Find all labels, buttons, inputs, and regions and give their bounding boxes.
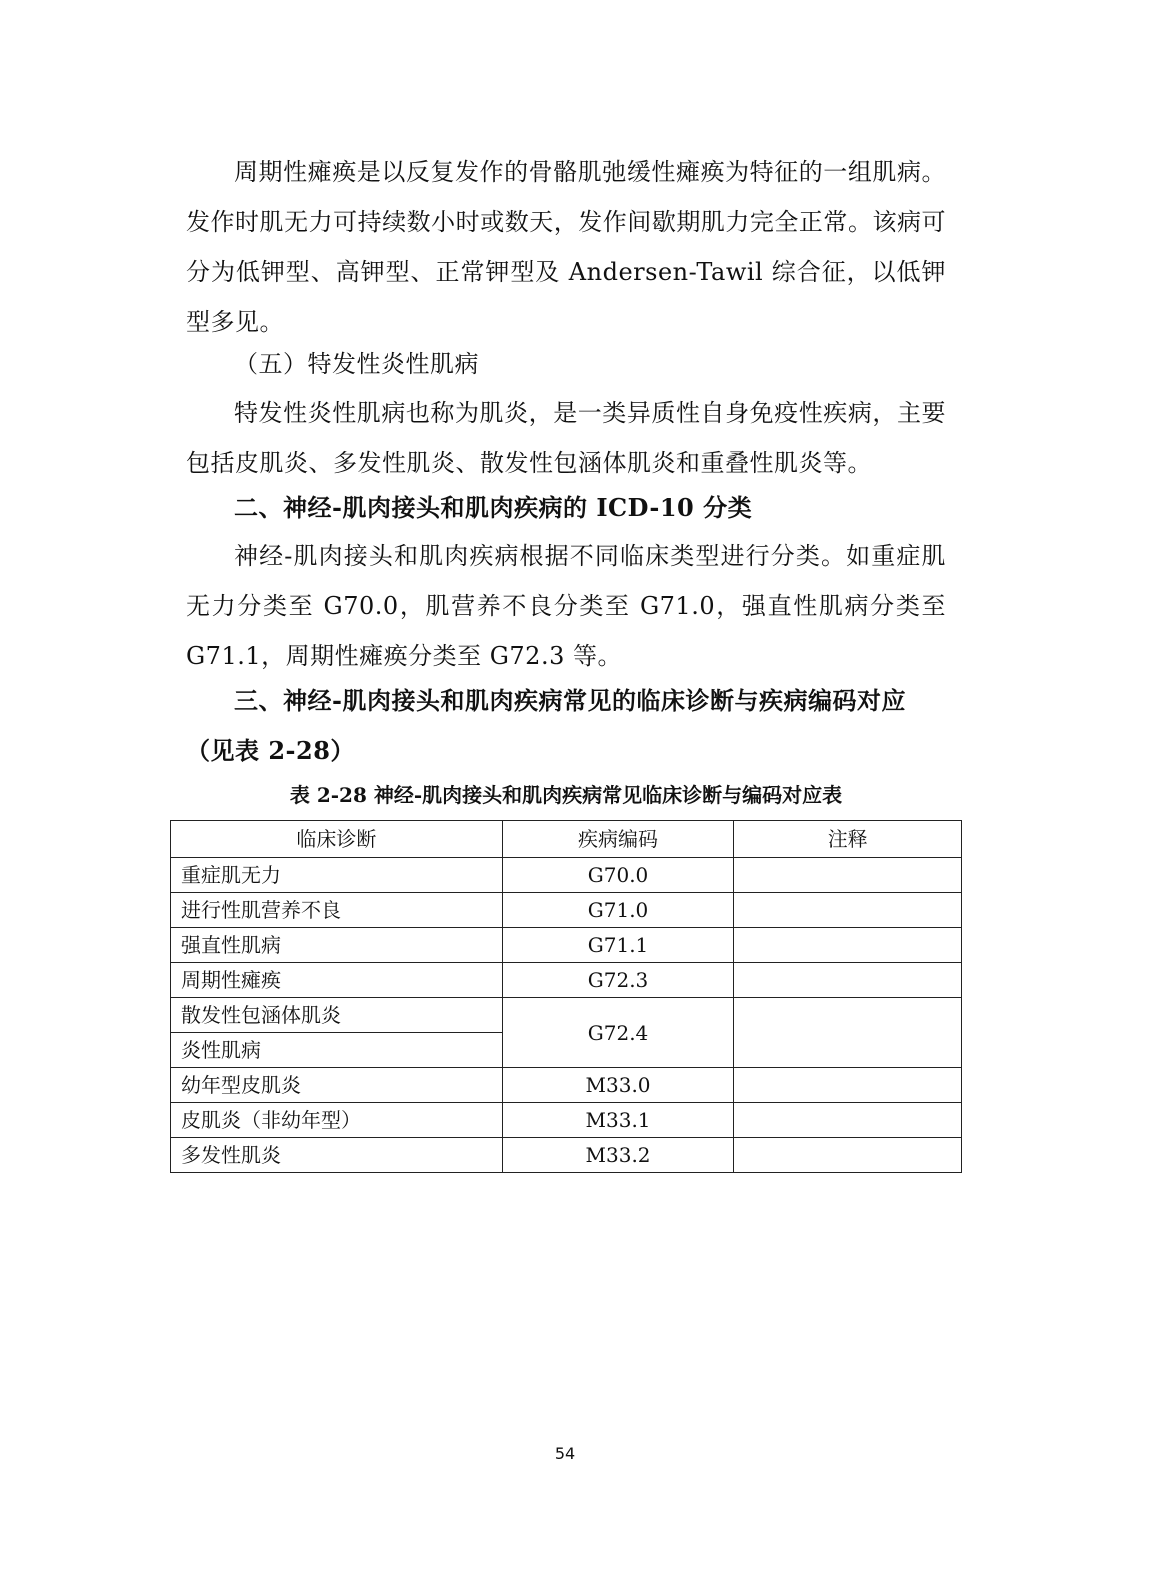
header-note: 注释: [734, 821, 962, 858]
note-cell: [734, 963, 962, 998]
code-cell: M33.2: [502, 1138, 734, 1173]
code-cell: M33.0: [502, 1068, 734, 1103]
note-cell: [734, 858, 962, 893]
diagnosis-cell: 重症肌无力: [171, 858, 503, 893]
diagnosis-cell: 炎性肌病: [171, 1033, 503, 1068]
table-row: [171, 928, 962, 963]
table-header-row: [171, 821, 962, 858]
header-diagnosis: 临床诊断: [171, 821, 503, 858]
table-row: [171, 893, 962, 928]
table-row: [171, 858, 962, 893]
header-code: 疾病编码: [502, 821, 734, 858]
table-row: [171, 998, 962, 1033]
paragraph-periodic-paralysis: 周期性瘫痪是以反复发作的骨骼肌弛缓性瘫痪为特征的一组肌病。发作时肌无力可持续数小时或数天，发作间歇期肌力完全正常。该病可分为低钾型、高钾型、正常钾型及 Andersen-Tawil 综合征，以低钾型多见。: [186, 158, 946, 336]
page-number: 54: [554, 1444, 576, 1463]
diagnosis-cell: 幼年型皮肌炎: [171, 1068, 503, 1103]
note-cell: [734, 893, 962, 928]
paragraph-icd10-classification: 神经-肌肉接头和肌肉疾病根据不同临床类型进行分类。如重症肌无力分类至 G70.0，肌营养不良分类至 G71.0，强直性肌病分类至 G71.1，周期性瘫痪分类至 G72.3 等。: [186, 542, 946, 670]
diagnosis-cell: 散发性包涵体肌炎: [171, 998, 503, 1033]
diagnosis-cell: 强直性肌病: [171, 928, 503, 963]
code-cell-merged: G72.4: [502, 998, 734, 1068]
diagnosis-cell: 皮肌炎（非幼年型）: [171, 1103, 503, 1138]
code-cell: G72.3: [502, 963, 734, 998]
table-row: [171, 1068, 962, 1103]
subheading-idiopathic-inflammatory-myopathy: （五）特发性炎性肌病: [234, 350, 479, 378]
note-cell: [734, 1068, 962, 1103]
note-cell: [734, 928, 962, 963]
heading-icd10-classification: 二、神经-肌肉接头和肌肉疾病的 ICD-10 分类: [234, 493, 753, 522]
note-cell: [734, 1138, 962, 1173]
diagnosis-cell: 进行性肌营养不良: [171, 893, 503, 928]
table-row: [171, 1103, 962, 1138]
table-caption: 表 2-28 神经-肌肉接头和肌肉疾病常见临床诊断与编码对应表: [289, 783, 843, 807]
table-row: [171, 1138, 962, 1173]
note-cell: [734, 1103, 962, 1138]
paragraph-inflammatory-myopathy: 特发性炎性肌病也称为肌炎，是一类异质性自身免疫性疾病，主要包括皮肌炎、多发性肌炎、散发性包涵体肌炎和重叠性肌炎等。: [186, 399, 946, 477]
heading-diagnosis-code-mapping: 三、神经-肌肉接头和肌肉疾病常见的临床诊断与疾病编码对应（见表 2-28）: [186, 686, 906, 765]
code-cell: G71.0: [502, 893, 734, 928]
diagnosis-cell: 周期性瘫痪: [171, 963, 503, 998]
code-cell: M33.1: [502, 1103, 734, 1138]
note-cell-merged: [734, 998, 962, 1068]
table-row: [171, 963, 962, 998]
diagnosis-cell: 多发性肌炎: [171, 1138, 503, 1173]
code-cell: G70.0: [502, 858, 734, 893]
code-cell: G71.1: [502, 928, 734, 963]
diagnosis-code-table: [170, 820, 962, 1173]
